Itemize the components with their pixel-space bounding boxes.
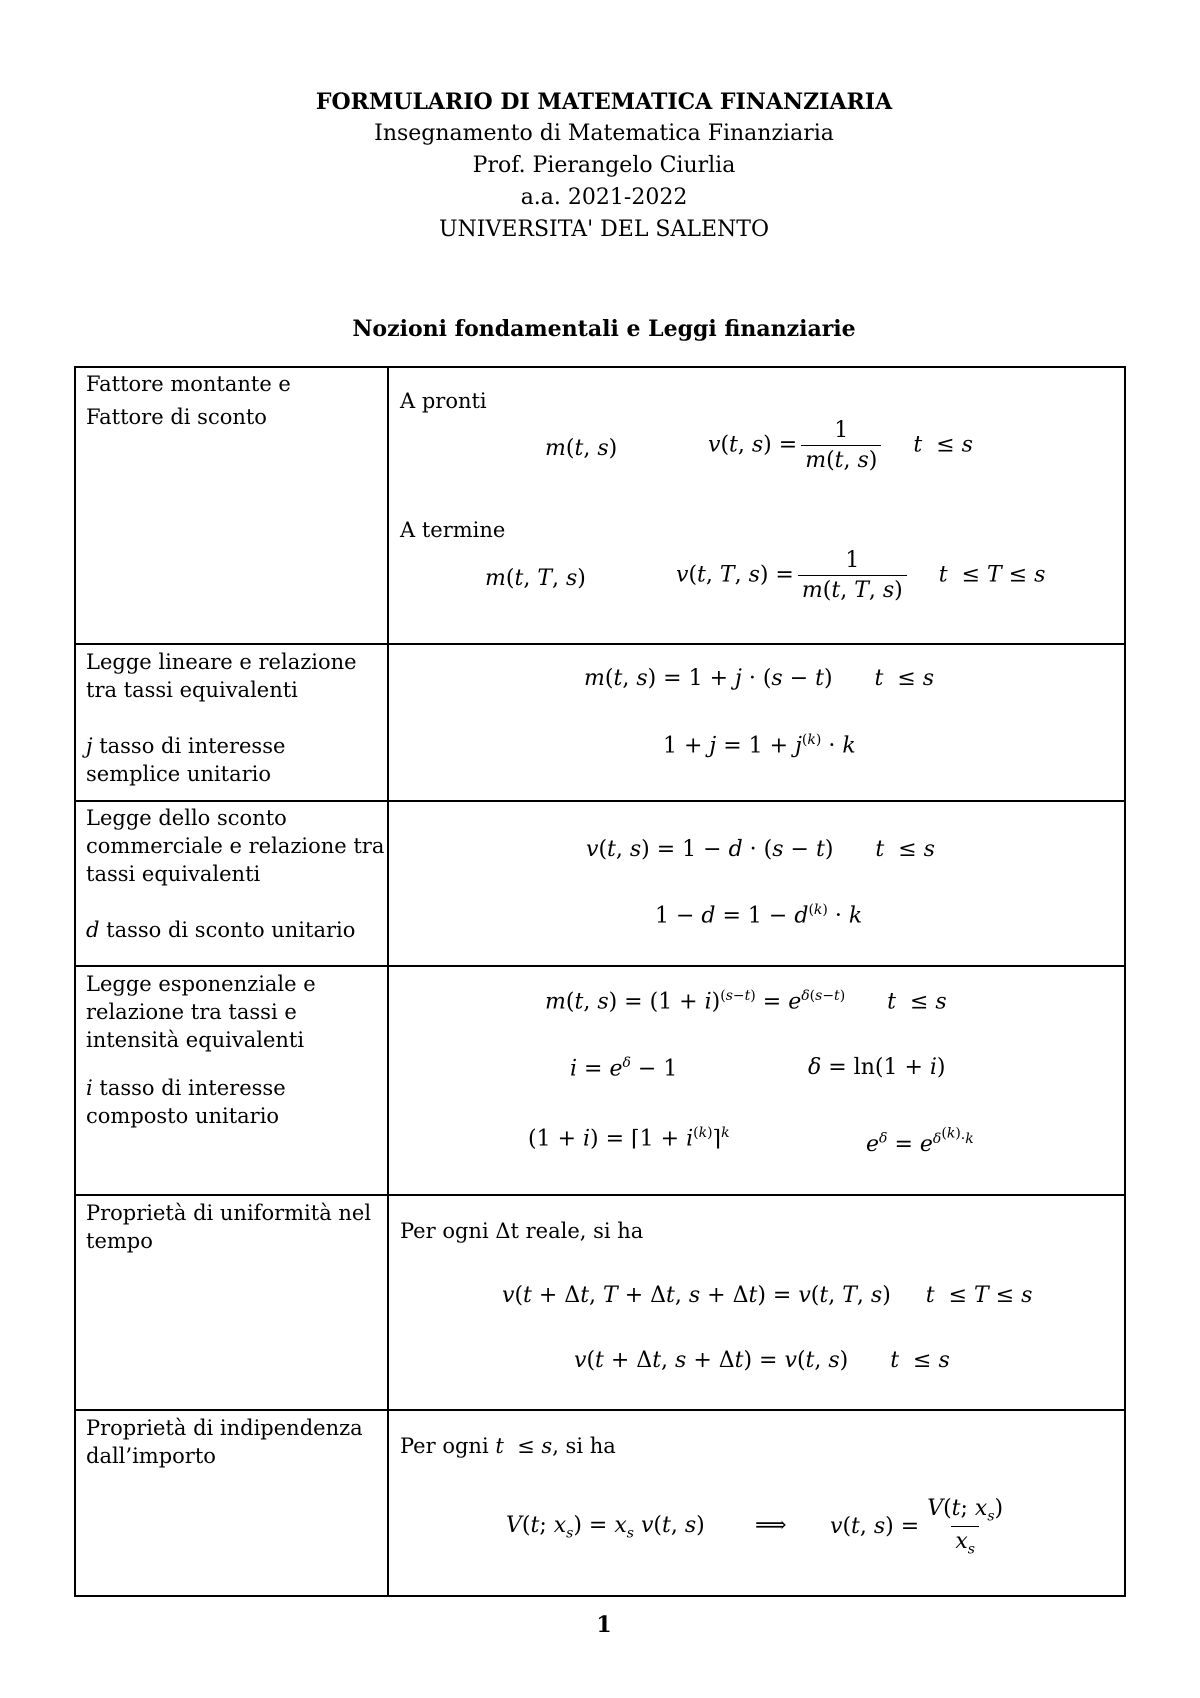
formula-intensity-from-rate: δ = ln(1 + i) xyxy=(808,1055,946,1080)
a-termine-label: A termine xyxy=(400,518,506,542)
formula-independence-value: V(t; $x_s) = x_s$ v(t, s) xyxy=(506,1513,705,1542)
row5-intro: Per ogni Δt reale, si ha xyxy=(400,1219,644,1243)
row5-label-line2: tempo xyxy=(86,1229,153,1253)
formula-intensity-equivalent: $e^\delta = e^{\delta^{(k)}\cdot k}$ xyxy=(866,1125,974,1157)
row3-label-line2: commerciale e relazione tra xyxy=(86,834,385,858)
section-title: Nozioni fondamentali e Leggi finanziarie xyxy=(352,316,856,342)
row3-var: d xyxy=(86,918,100,942)
row4-note-line2: composto unitario xyxy=(86,1104,280,1128)
formula-discount-equivalent: $1 - d = 1 - d^{(k)} \cdot k$ xyxy=(655,902,863,929)
row5-label-line1: Proprietà di uniformità nel xyxy=(86,1201,372,1225)
formula-exponential-law: m(t, $s) = (1 + i)^{(s-t)} = e^{\delta(s-t)}$ t ≤ s xyxy=(545,988,947,1015)
row2-label xyxy=(86,648,386,788)
row2-note-line1: tasso di interesse xyxy=(92,734,286,758)
professor-name: Prof. Pierangelo Ciurlia xyxy=(472,153,736,178)
row6-label xyxy=(86,1414,386,1470)
row6-intro-part1: Per ogni xyxy=(400,1434,496,1458)
formula-independence-discount: v(t, s) = $\frac{V(t; x_s)}{x_s}$ xyxy=(830,1496,1004,1558)
row2-label-line2: tra tassi equivalenti xyxy=(86,678,298,702)
formula-rate-from-intensity: $i = e^\delta - 1$ xyxy=(570,1055,678,1082)
page-number: 1 xyxy=(596,1612,612,1638)
row4-label-line2: relazione tra tassi e xyxy=(86,1000,297,1024)
course-name: Insegnamento di Matematica Finanziaria xyxy=(374,121,834,146)
row3-label-line3: tassi equivalenti xyxy=(86,862,261,886)
formula-m-tTs: m(t, T, s) xyxy=(485,566,586,591)
a-pronti-label: A pronti xyxy=(400,389,487,413)
row3-label xyxy=(86,804,386,944)
formula-v-tTs-termine: v(t, T, s) = $\frac{1}{m(t, T, s)}$ t ≤ T ≤ s xyxy=(676,548,1046,603)
formula-commercial-discount: v(t, s) = 1 − d · (s − t) t ≤ s xyxy=(586,837,935,862)
row4-label-line1: Legge esponenziale e xyxy=(86,972,316,996)
implies-arrow: ⟹ xyxy=(755,1513,787,1538)
row3-note-line1: tasso di sconto unitario xyxy=(99,918,356,942)
university-name: UNIVERSITA' DEL SALENTO xyxy=(438,217,770,242)
formula-uniformity-spot: v(t + Δt, s + Δt) = v(t, s) t ≤ s xyxy=(574,1348,950,1373)
row4-note-line1: tasso di interesse xyxy=(92,1076,286,1100)
formula-linear-equivalent: $1 + j = 1 + j^{(k)} \cdot k$ xyxy=(663,732,856,759)
row4-label-line3: intensità equivalenti xyxy=(86,1028,305,1052)
row6-label-line2: dall’importo xyxy=(86,1444,216,1468)
document-title: FORMULARIO DI MATEMATICA FINANZIARIA xyxy=(315,89,893,115)
row5-label xyxy=(86,1199,386,1255)
row6-intro-part2: , si ha xyxy=(552,1434,616,1458)
document-header xyxy=(0,86,1200,246)
row6-intro-math: t ≤ s xyxy=(495,1434,553,1458)
row1-label xyxy=(86,370,386,431)
formula-m-ts: m(t, s) xyxy=(545,436,618,461)
row6-label-line1: Proprietà di indipendenza xyxy=(86,1416,363,1440)
formula-uniformity-forward: v(t + Δt, T + Δt, s + Δt) = v(t, T, s) t ≤ T ≤ s xyxy=(502,1283,1033,1308)
formula-rate-equivalent: (1 + i) = ⌈1 + $i^{(k)}⌉^k$ xyxy=(528,1125,730,1152)
row4-var: i xyxy=(86,1076,93,1100)
academic-year: a.a. 2021-2022 xyxy=(520,185,688,210)
row6-intro xyxy=(400,1434,616,1458)
row2-note-line2: semplice unitario xyxy=(86,762,271,786)
row1-label-line1: Fattore montante e xyxy=(86,372,291,396)
formula-linear-law: m(t, s) = 1 + j · (s − t) t ≤ s xyxy=(584,666,935,691)
row2-var: j xyxy=(86,734,93,758)
formula-v-ts-pronti: v(t, s) = $\frac{1}{m(t, s)}$ t ≤ s xyxy=(708,418,973,473)
row1-label-line2: Fattore di sconto xyxy=(86,405,267,429)
row4-label xyxy=(86,970,386,1130)
row3-label-line1: Legge dello sconto xyxy=(86,806,287,830)
row2-label-line1: Legge lineare e relazione xyxy=(86,650,357,674)
